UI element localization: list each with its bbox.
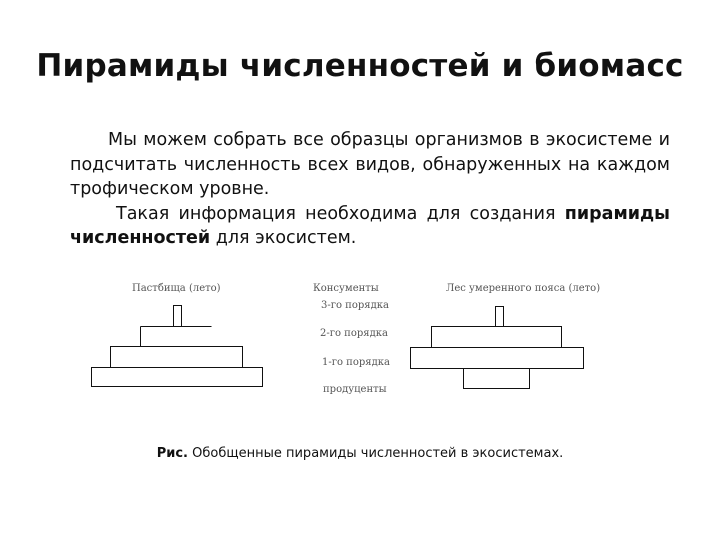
forest-title: Лес умеренного пояса (лето) (446, 283, 601, 294)
paragraph-2 (70, 202, 670, 251)
consumers-title: Консументы (313, 283, 379, 294)
paragraph-2-bold: пирамиды численностей (70, 203, 670, 248)
paragraph-1: Мы можем собрать все образцы организмов в экосистеме и подсчитать численность всех видов, обнаруженных на каждом трофическом уровне. (70, 130, 670, 199)
forest-bar-3rd-order (496, 307, 504, 327)
forest-bar-producers (464, 369, 530, 389)
pyramid-svg (80, 278, 640, 418)
grassland-title: Пастбища (лето) (132, 283, 221, 294)
grassland-bar-3rd-order (174, 306, 182, 327)
pyramid-diagram (80, 278, 640, 418)
level-label-2nd-order: 2-го порядка (320, 328, 388, 339)
caption-text: Обобщенные пирамиды численностей в экосистемах. (188, 446, 564, 461)
body-text (70, 128, 670, 251)
level-label-3rd-order: 3-го порядка (321, 300, 389, 311)
level-label-producers: продуценты (323, 384, 387, 395)
level-label-1st-order: 1-го порядка (322, 357, 390, 368)
paragraph-2-end: для экосистем. (210, 228, 357, 248)
slide-title: Пирамиды численностей и биомасс (36, 48, 684, 84)
grassland-bar-producers (92, 368, 263, 387)
forest-bar-2nd-order (432, 327, 562, 348)
grassland-bar-1st-order (111, 347, 243, 368)
forest-bar-1st-order (411, 348, 584, 369)
figure-caption (0, 446, 720, 461)
paragraph-2-start: Такая информация необходима для создания (116, 203, 565, 224)
caption-prefix: Рис. (156, 446, 188, 461)
